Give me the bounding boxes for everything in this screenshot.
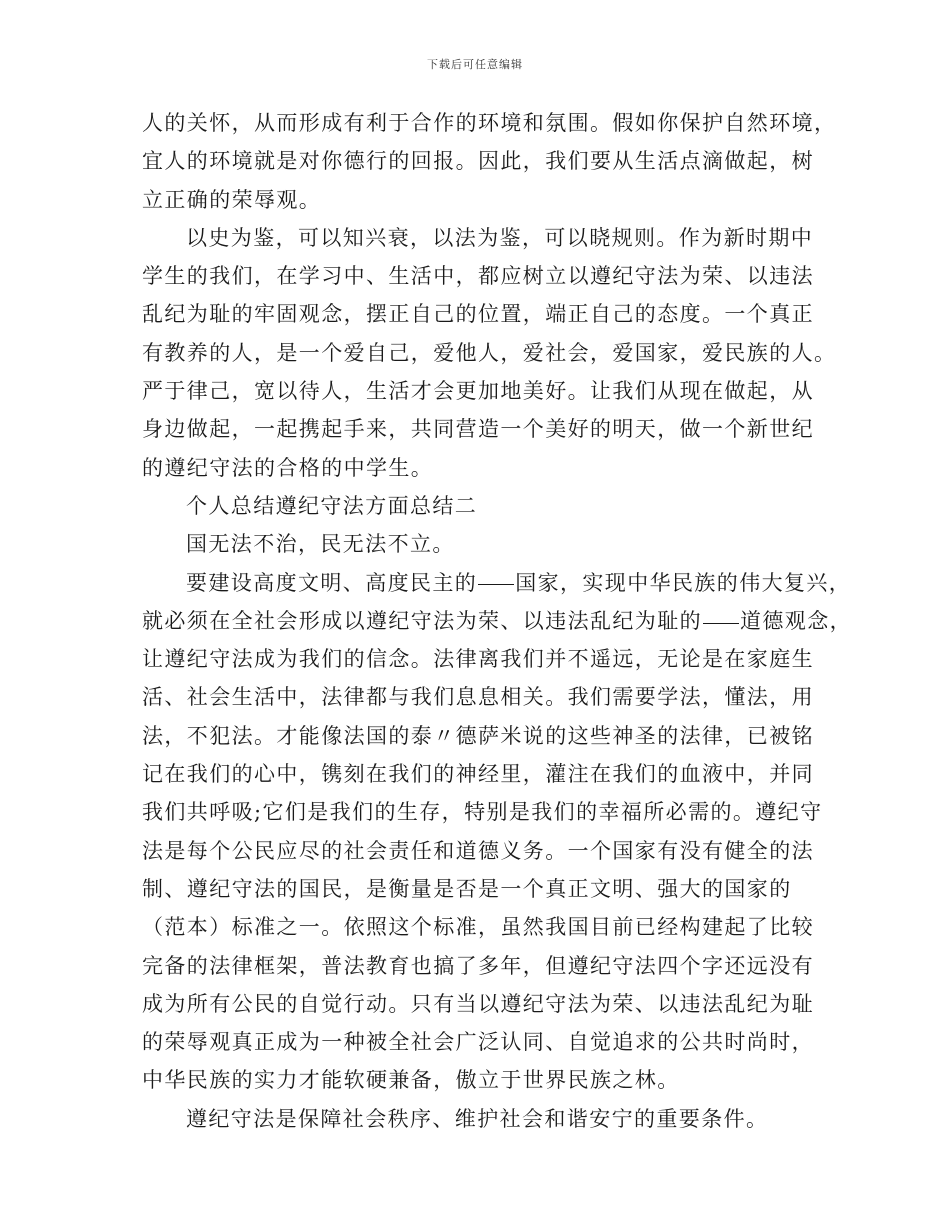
text-line: 让遵纪守法成为我们的信念。法律离我们并不遥远，无论是在家庭生 <box>142 647 814 672</box>
section-title: 个人总结遵纪守法方面总结二 <box>186 493 478 518</box>
text-line: （范本）标准之一。依照这个标准，虽然我国目前已经构建起了比较 <box>142 915 814 940</box>
text-line: 学生的我们，在学习中、生活中，都应树立以遵纪守法为荣、以违法 <box>142 264 814 289</box>
text-line: 的遵纪守法的合格的中学生。 <box>142 455 434 480</box>
fill-blank <box>703 622 739 624</box>
text-fragment: 要建设高度文明、高度民主的 <box>186 570 478 595</box>
text-line: 宜人的环境就是对你德行的回报。因此，我们要从生活点滴做起，树 <box>142 149 814 174</box>
text-line: 法，不犯法。才能像法国的泰〃德萨米说的这些神圣的法律，已被铭 <box>142 723 814 748</box>
text-line: 活、社会生活中，法律都与我们息息相关。我们需要学法，懂法，用 <box>142 685 814 710</box>
text-line: 中华民族的实力才能软硬兼备，傲立于世界民族之林。 <box>142 1068 680 1093</box>
text-line <box>142 564 852 602</box>
text-line: 人的关怀，从而形成有利于合作的环境和氛围。假如你保护自然环境， <box>142 111 837 135</box>
text-line: 遵纪守法是保障社会秩序、维护社会和谐安宁的重要条件。 <box>186 1106 769 1131</box>
page-header: 下载后可任意编辑 <box>427 58 523 71</box>
text-line: 完备的法律框架，普法教育也搞了多年，但遵纪守法四个字还远没有 <box>142 953 814 978</box>
fill-blank <box>478 583 514 585</box>
text-fragment: 道德观念， <box>740 608 852 633</box>
text-line: 制、遵纪守法的国民，是衡量是否是一个真正文明、强大的国家的 <box>142 876 792 901</box>
text-line: 记在我们的心中，镌刻在我们的神经里，灌注在我们的血液中，并同 <box>142 762 814 787</box>
text-line: 身边做起，一起携起手来，共同营造一个美好的明天，做一个新世纪 <box>142 417 814 442</box>
text-line: 法是每个公民应尽的社会责任和道德义务。一个国家有没有健全的法 <box>142 838 814 863</box>
text-line: 的荣辱观真正成为一种被全社会广泛认同、自觉追求的公共时尚时， <box>142 1030 814 1055</box>
text-line: 严于律己，宽以待人，生活才会更加地美好。让我们从现在做起，从 <box>142 379 814 404</box>
text-line: 我们共呼吸;它们是我们的生存，特别是我们的幸福所必需的。遵纪守 <box>142 800 823 825</box>
document-body <box>142 104 852 1138</box>
text-line: 有教养的人，是一个爱自己，爱他人，爱社会，爱国家，爱民族的人。 <box>142 340 837 365</box>
text-line: 国无法不治，民无法不立。 <box>186 532 455 557</box>
text-fragment: 就必须在全社会形成以遵纪守法为荣、以违法乱纪为耻的 <box>142 608 702 633</box>
text-fragment: 国家，实现中华民族的伟大复兴， <box>515 570 852 595</box>
text-line: 成为所有公民的自觉行动。只有当以遵纪守法为荣、以违法乱纪为耻 <box>142 991 814 1016</box>
text-line: 乱纪为耻的牢固观念，摆正自己的位置，端正自己的态度。一个真正 <box>142 302 814 327</box>
text-line: 以史为鉴，可以知兴衰，以法为鉴，可以晓规则。作为新时期中 <box>186 225 814 250</box>
text-line: 立正确的荣辱观。 <box>142 187 322 212</box>
text-line <box>142 602 852 640</box>
